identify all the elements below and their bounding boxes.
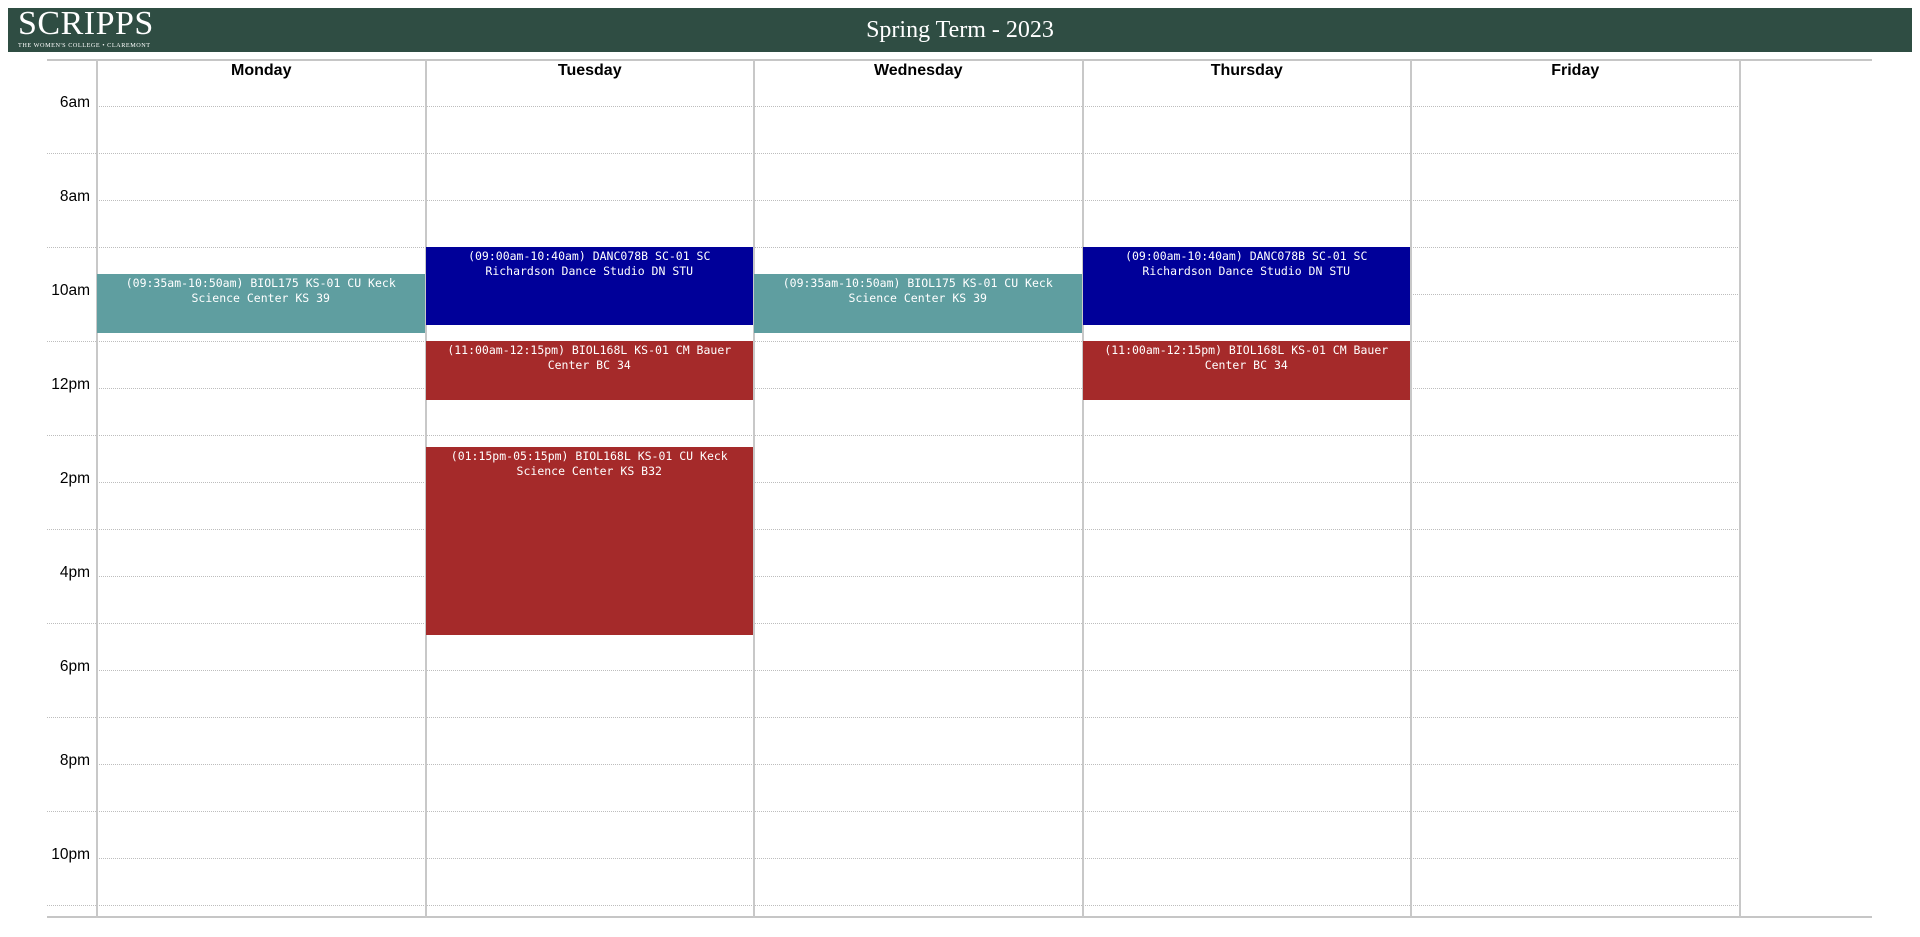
time-label-2pm: 2pm xyxy=(59,470,90,487)
time-label-8am: 8am xyxy=(59,188,90,205)
weekly-schedule-grid xyxy=(47,59,1872,918)
time-label-8pm: 8pm xyxy=(59,752,90,769)
hour-gridline xyxy=(97,482,1740,483)
day-header-friday: Friday xyxy=(1551,62,1600,79)
course-event-block[interactable]: (09:00am-10:40am) DANC078B SC-01 SC Richardson Dance Studio DN STU xyxy=(1083,247,1411,325)
hour-gridline xyxy=(47,905,1740,906)
time-label-6am: 6am xyxy=(59,94,90,111)
day-column-divider xyxy=(96,59,98,918)
hour-gridline xyxy=(97,670,1740,671)
hour-gridline xyxy=(97,858,1740,859)
day-column-divider xyxy=(753,59,755,918)
day-column-divider xyxy=(1082,59,1084,918)
hour-gridline xyxy=(47,435,1740,436)
hour-gridline xyxy=(47,623,1740,624)
day-header-tuesday: Tuesday xyxy=(557,62,622,79)
hour-gridline xyxy=(47,811,1740,812)
course-event-block[interactable]: (09:00am-10:40am) DANC078B SC-01 SC Richardson Dance Studio DN STU xyxy=(426,247,754,325)
course-event-block[interactable]: (11:00am-12:15pm) BIOL168L KS-01 CM Bauer Center BC 34 xyxy=(426,341,754,400)
page-title: Spring Term - 2023 xyxy=(866,17,1054,43)
day-column-divider xyxy=(1410,59,1412,918)
hour-gridline xyxy=(47,529,1740,530)
time-label-12pm: 12pm xyxy=(51,376,90,393)
hour-gridline xyxy=(97,200,1740,201)
course-event-block[interactable]: (11:00am-12:15pm) BIOL168L KS-01 CM Bauer Center BC 34 xyxy=(1083,341,1411,400)
time-label-10pm: 10pm xyxy=(51,846,90,863)
course-event-block[interactable]: (09:35am-10:50am) BIOL175 KS-01 CU Keck Science Center KS 39 xyxy=(754,274,1082,333)
hour-gridline xyxy=(47,153,1740,154)
hour-gridline xyxy=(47,247,1740,248)
hour-gridline xyxy=(97,106,1740,107)
day-header-thursday: Thursday xyxy=(1210,62,1283,79)
hour-gridline xyxy=(97,388,1740,389)
time-label-10am: 10am xyxy=(51,282,90,299)
course-event-block[interactable]: (09:35am-10:50am) BIOL175 KS-01 CU Keck Science Center KS 39 xyxy=(97,274,425,333)
hour-gridline xyxy=(97,764,1740,765)
logo-tagline: THE WOMEN'S COLLEGE • CLAREMONT xyxy=(18,42,151,49)
time-label-6pm: 6pm xyxy=(59,658,90,675)
day-header-monday: Monday xyxy=(231,62,292,79)
course-event-block[interactable]: (01:15pm-05:15pm) BIOL168L KS-01 CU Keck Science Center KS B32 xyxy=(426,447,754,635)
header-bar xyxy=(8,5,1912,52)
grid-bottom-border xyxy=(47,916,1872,918)
hour-gridline xyxy=(47,717,1740,718)
time-label-4pm: 4pm xyxy=(59,564,90,581)
logo-wordmark: SCRIPPS xyxy=(18,5,154,42)
hour-gridline xyxy=(47,341,1740,342)
hour-gridline xyxy=(97,576,1740,577)
day-column-divider xyxy=(1739,59,1741,918)
day-header-wednesday: Wednesday xyxy=(873,62,963,79)
